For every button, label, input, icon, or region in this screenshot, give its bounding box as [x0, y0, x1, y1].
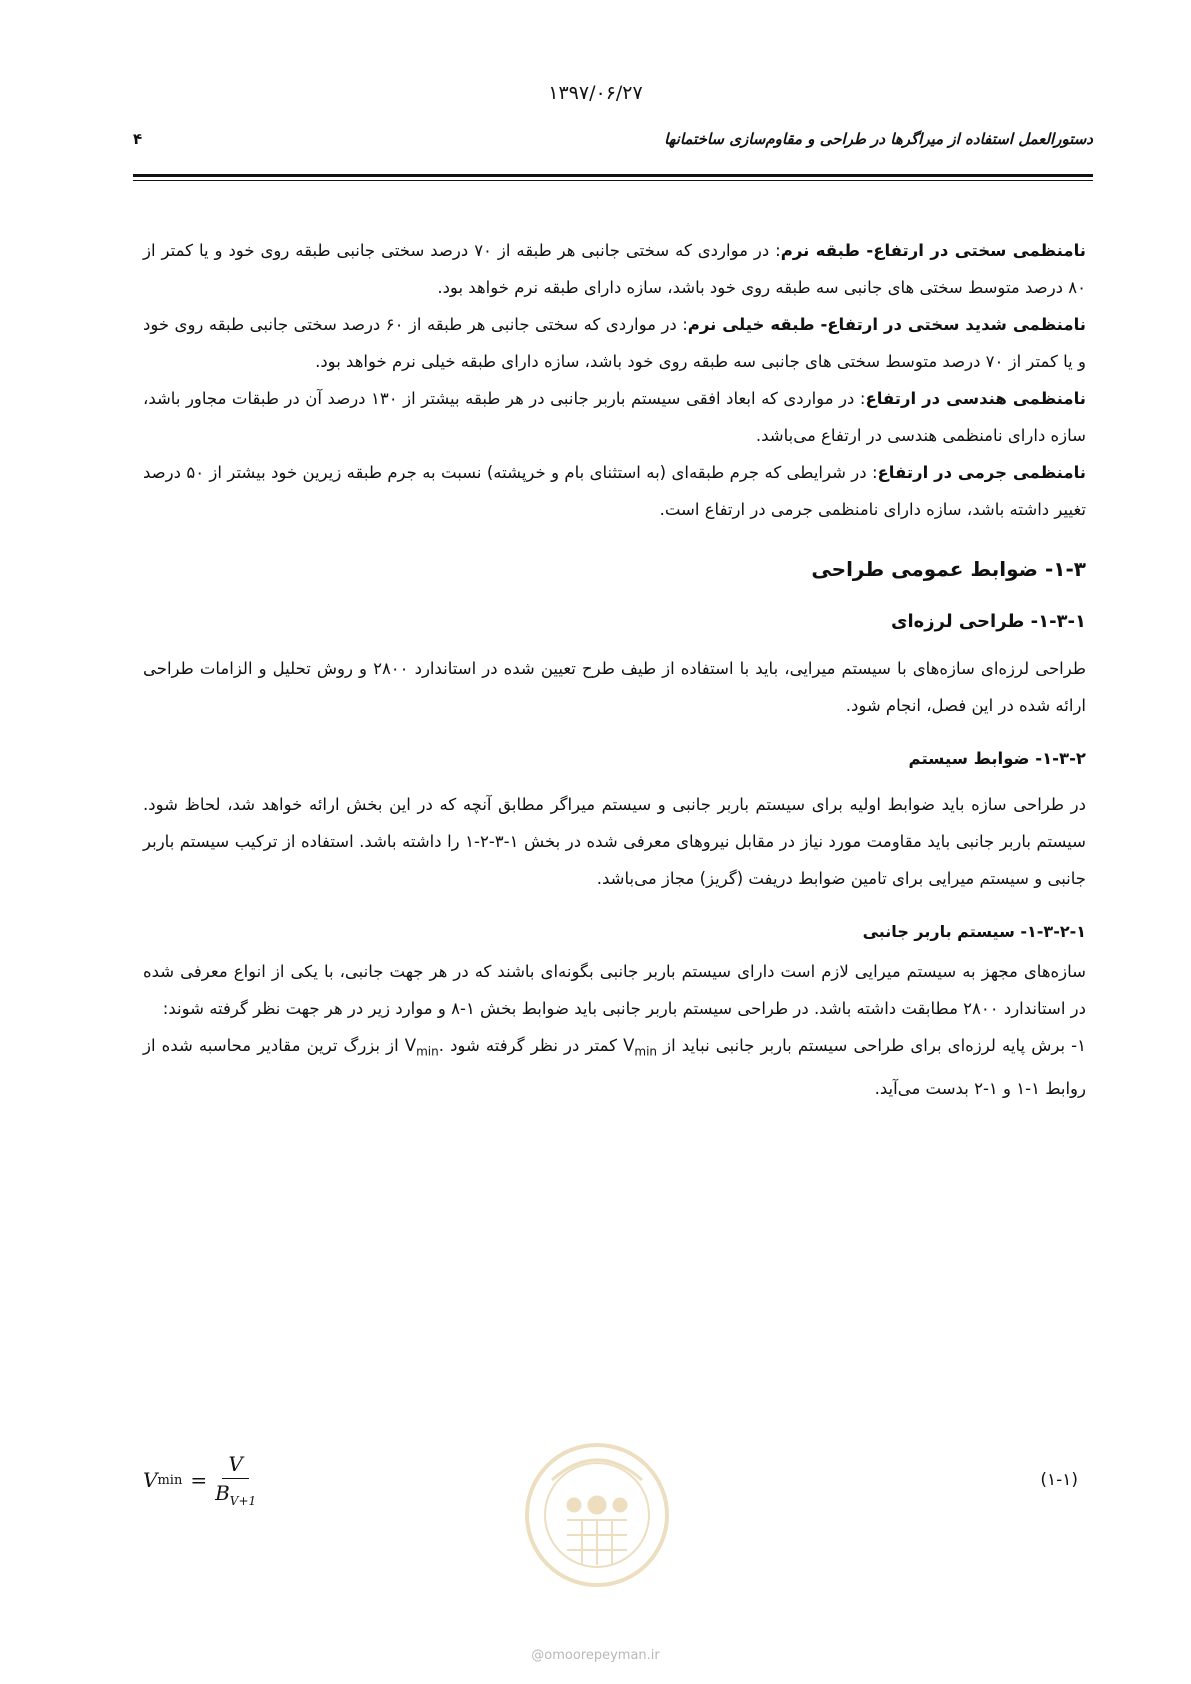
paragraph-system-criteria: در طراحی سازه باید ضوابط اولیه برای سیستم باربر جانبی و سیستم میراگر مطابق آنچه که در این بخش ارائه خواهد شد، لحاظ شود. سیستم باربر جانبی باید مقاومت مورد نیاز در مقابل نیروهای معرفی شده در بخش ۱-۳-۲-۱ را داشته باشد. استفاده از ترکیب سیستم باربر جانبی و سیستم میرایی برای تامین ضوابط دریفت (گریز) مجاز می‌باشد. — [143, 795, 1086, 888]
paragraph-soft-story — [143, 232, 1086, 306]
section-heading-1-3: ۱-۳- ضوابط عمومی طراحی — [811, 557, 1086, 581]
equation-lhs-sub: min — [157, 1472, 183, 1488]
term-geometric: نامنظمی هندسی در ارتفاع — [865, 389, 1086, 408]
paragraph-extreme-soft-story — [143, 306, 1086, 380]
header-rule-thick — [133, 174, 1093, 177]
equation-label: (۱-۱) — [1040, 1470, 1078, 1490]
equation-lhs: V — [143, 1468, 158, 1492]
equation-equals: = — [190, 1468, 208, 1492]
running-header-title: دستورالعمل استفاده از میراگرها در طراحی و مقاوم‌سازی ساختمانها — [664, 130, 1093, 148]
paragraph-geometric — [143, 380, 1086, 454]
equation-fraction — [215, 1452, 256, 1508]
paragraph-seismic-design: طراحی لرزه‌ای سازه‌های با سیستم میرایی، باید با استفاده از طیف طرح تعیین شده در استاندارد ۲۸۰۰ و روش تحلیل و الزامات طراحی ارائه شده در این فصل، انجام شود. — [143, 659, 1086, 715]
watermark-logo — [522, 1420, 672, 1620]
vmin-inline-1: $V_{min}$ — [623, 1036, 658, 1059]
equation-numerator: V — [222, 1452, 248, 1479]
section-heading-1-3-2-1: ۱-۳-۲-۱- سیستم باربر جانبی — [862, 922, 1086, 941]
page-number: ۴ — [133, 130, 143, 148]
text-geometric: : در مواردی که ابعاد افقی سیستم باربر جانبی در هر طبقه بیشتر از ۱۳۰ درصد آن در طبقات مجاور باشد، سازه دارای نامنظمی هندسی در ارتفاع می‌باشد. — [143, 389, 1086, 445]
running-header — [133, 130, 1093, 156]
item1-part-b: کمتر در نظر گرفته شود — [443, 1036, 624, 1055]
item1-part-a: ۱- برش پایه لرزه‌ای برای طراحی سیستم باربر جانبی نباید از — [657, 1036, 1086, 1055]
header-rule-thin — [133, 180, 1093, 181]
equation-math — [143, 1452, 256, 1508]
text-extreme-soft-story: : در مواردی که سختی جانبی هر طبقه از ۶۰ درصد سختی جانبی طبقه روی خود و یا کمتر از ۷۰ درصد متوسط سختی های جانبی سه طبقه روی خود باشد، سازه دارای طبقه خیلی نرم خواهد بود. — [143, 315, 1086, 371]
list-item-1 — [143, 1027, 1086, 1107]
watermark-site: @omoorepeyman.ir — [531, 1648, 660, 1663]
equation-denominator: $B_{V+1}$ — [215, 1481, 257, 1508]
vmin-inline-2: $V_{min}$. — [404, 1036, 444, 1059]
paragraph-lateral-system: سازه‌های مجهز به سیستم میرایی لازم است دارای سیستم باربر جانبی بگونه‌ای باشند که در هر جهت جانبی، با یکی از انواع معرفی شده در استاندارد ۲۸۰۰ مطابقت داشته باشد. در طراحی سیستم باربر جانبی باید ضوابط بخش ۱-۸ و موارد زیر در هر جهت نظر گرفته شوند: — [143, 962, 1086, 1018]
text-mass: : در شرایطی که جرم طبقه‌ای (به استثنای بام و خرپشته) نسبت به جرم طبقه زیرین خود بیشتر از ۵۰ درصد تغییر داشته باشد، سازه دارای نامنظمی جرمی در ارتفاع است. — [143, 463, 1086, 519]
paragraph-mass — [143, 454, 1086, 528]
text-soft-story: : در مواردی که سختی جانبی هر طبقه از ۷۰ درصد سختی جانبی طبقه روی خود و یا کمتر از ۸۰ درصد متوسط سختی های جانبی سه طبقه روی خود باشد، سازه دارای طبقه نرم خواهد بود. — [143, 241, 1086, 297]
page-date: ۱۳۹۷/۰۶/۲۷ — [548, 82, 643, 104]
section-heading-1-3-2: ۱-۳-۲- ضوابط سیستم — [908, 749, 1086, 768]
body-content — [143, 232, 1086, 1107]
term-soft-story: نامنظمی سختی در ارتفاع- طبقه نرم — [780, 241, 1086, 260]
term-mass: نامنظمی جرمی در ارتفاع — [877, 463, 1086, 482]
section-heading-1-3-1: ۱-۳-۱- طراحی لرزه‌ای — [890, 611, 1086, 632]
item1-part-c: از بزرگ ترین مقادیر محاسبه شده از روابط ۱-۱ و ۱-۲ بدست می‌آید. — [143, 1036, 1086, 1099]
term-extreme-soft-story: نامنظمی شدید سختی در ارتفاع- طبقه خیلی نرم — [687, 315, 1086, 334]
